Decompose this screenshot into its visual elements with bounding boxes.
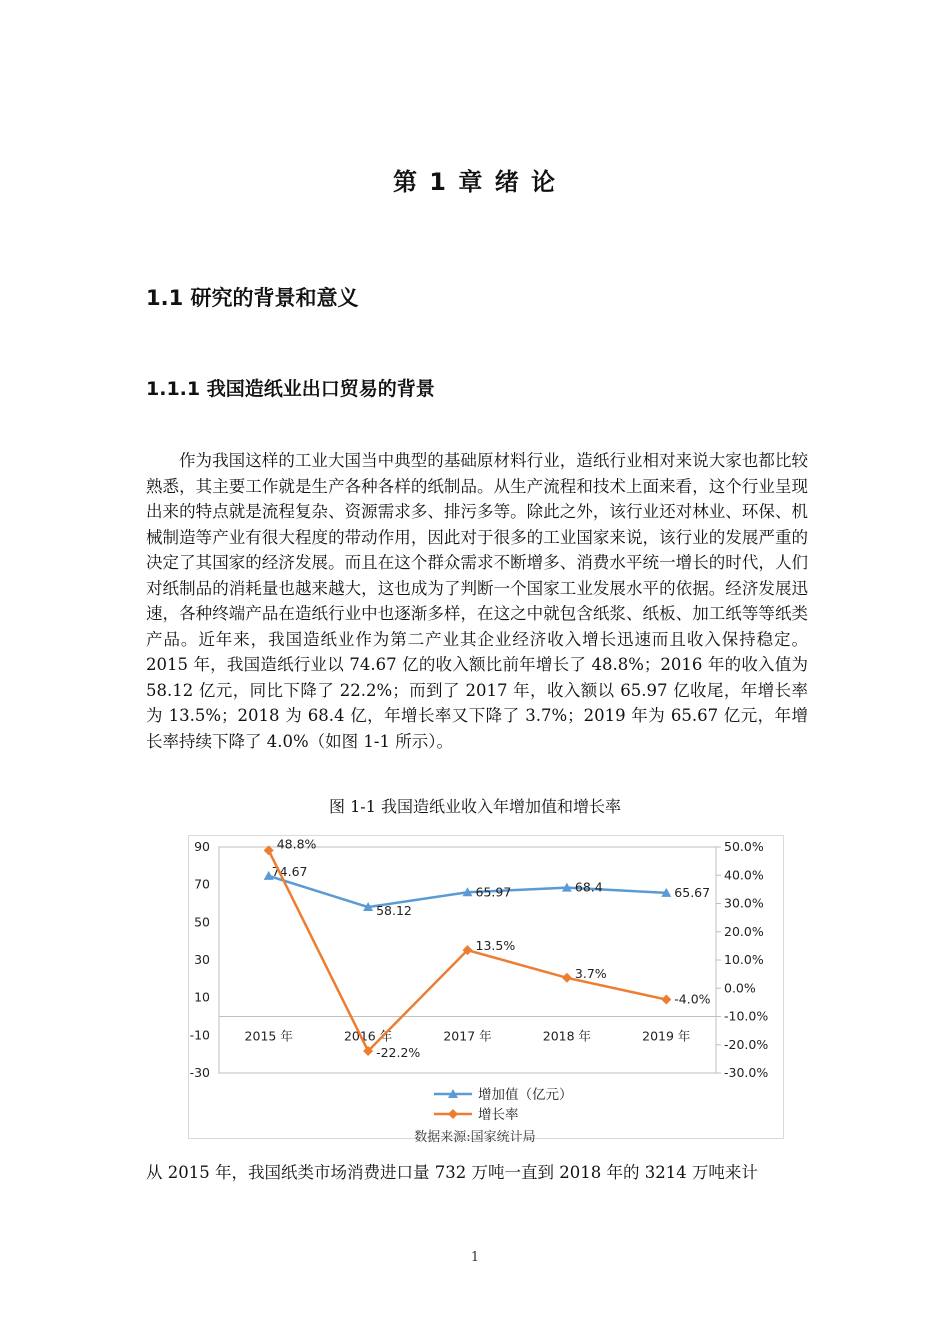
category-tick-label: 2017 年: [443, 1028, 492, 1044]
chapter-title: 第 1 章 绪 论: [392, 168, 558, 196]
right-axis-tick-label: -20.0%: [724, 1036, 769, 1052]
left-axis-tick-label: 50: [194, 914, 210, 930]
chart-container: [188, 835, 784, 1139]
data-label: 74.67: [271, 863, 308, 879]
data-label: 13.5%: [475, 938, 516, 954]
section-heading: 1.1 研究的背景和意义: [146, 286, 359, 310]
left-axis-tick-label: -30: [189, 1065, 210, 1080]
left-axis-tick-label: 30: [194, 952, 210, 967]
subsection-heading: 1.1.1 我国造纸业出口贸易的背景: [146, 378, 435, 400]
data-label: 3.7%: [574, 965, 607, 981]
right-axis-tick-label: 40.0%: [724, 867, 764, 883]
data-label: 48.8%: [276, 836, 317, 852]
data-label: 65.97: [475, 884, 512, 900]
left-axis-tick-label: -10: [189, 1027, 210, 1043]
data-label: 65.67: [674, 884, 711, 900]
right-axis-tick-label: 20.0%: [724, 923, 764, 939]
legend-marker-2: [448, 1109, 458, 1119]
left-axis-tick-label: 70: [194, 876, 210, 892]
right-axis-tick-label: -30.0%: [724, 1065, 769, 1080]
body-paragraph: 作为我国这样的工业大国当中典型的基础原材料行业，造纸行业相对来说大家也都比较熟悉，其主要工作就是生产各种各样的纸制品。从生产流程和技术上面来看，这个行业呈现出来的特点就是流程复杂、资源需求多、排污多等。除此之外，该行业还对林业、环保、机械制造等产业有很大程度的带动作用，因此对于很多的工业国家来说，该行业的发展严重的决定了其国家的经济发展。而且在这个群众需求不断增多、消费水平统一增长的时代，人们对纸制品的消耗量也越来越大，这也成为了判断一个国家工业发展水平的依据。经济发展迅速，各种终端产品在造纸行业中也逐渐多样，在这之中就包含纸浆、纸板、加工纸等等纸类产品。近年来，我国造纸业作为第二产业其企业经济收入增长迅速而且收入保持稳定。2015 年，我国造纸行业以 74.67 亿的收入额比前年增长了 48.8%；2016 年的收入值为 58.12 亿元，同比下降了 22.2%；而到了 2017 年，收入额以 65.97 亿收尾，年增长率为 13.5%；2018 为 68.4 亿，年增长率又下降了 3.7%；2019 年为 65.67 亿元，年增长率持续下降了 4.0%（如图 1-1 所示）。: [146, 451, 808, 751]
data-label: -22.2%: [376, 1044, 421, 1060]
data-label: 58.12: [376, 903, 412, 919]
category-tick-label: 2015 年: [244, 1028, 293, 1044]
series-point-2: [562, 973, 572, 983]
data-label: 68.4: [574, 879, 603, 895]
right-axis-tick-label: -10.0%: [724, 1008, 769, 1024]
right-axis-tick-label: 0.0%: [724, 980, 756, 996]
left-axis-tick-label: 90: [194, 839, 210, 854]
figure-caption: 图 1-1 我国造纸业收入年增加值和增长率: [329, 797, 621, 816]
right-axis-tick-label: 30.0%: [724, 895, 764, 911]
right-axis-tick-label: 10.0%: [724, 952, 764, 967]
left-axis-tick-label: 10: [194, 989, 210, 1005]
data-label: -4.0%: [674, 991, 711, 1007]
category-tick-label: 2016 年: [343, 1028, 393, 1044]
series-point-2: [661, 995, 671, 1005]
legend-label: 增加值（亿元）: [478, 1087, 573, 1103]
source-note: 数据来源:国家统计局: [414, 1130, 536, 1145]
category-tick-label: 2019 年: [642, 1028, 691, 1044]
page-number: 1: [470, 1250, 480, 1265]
legend-label: 增长率: [478, 1107, 519, 1123]
body-paragraph-continued: 从 2015 年，我国纸类市场消费进口量 732 万吨一直到 2018 年的 3214 万吨来计: [146, 1163, 758, 1182]
right-axis-tick-label: 50.0%: [724, 839, 764, 854]
chart-svg: [189, 836, 783, 1138]
category-tick-label: 2018 年: [542, 1028, 592, 1044]
